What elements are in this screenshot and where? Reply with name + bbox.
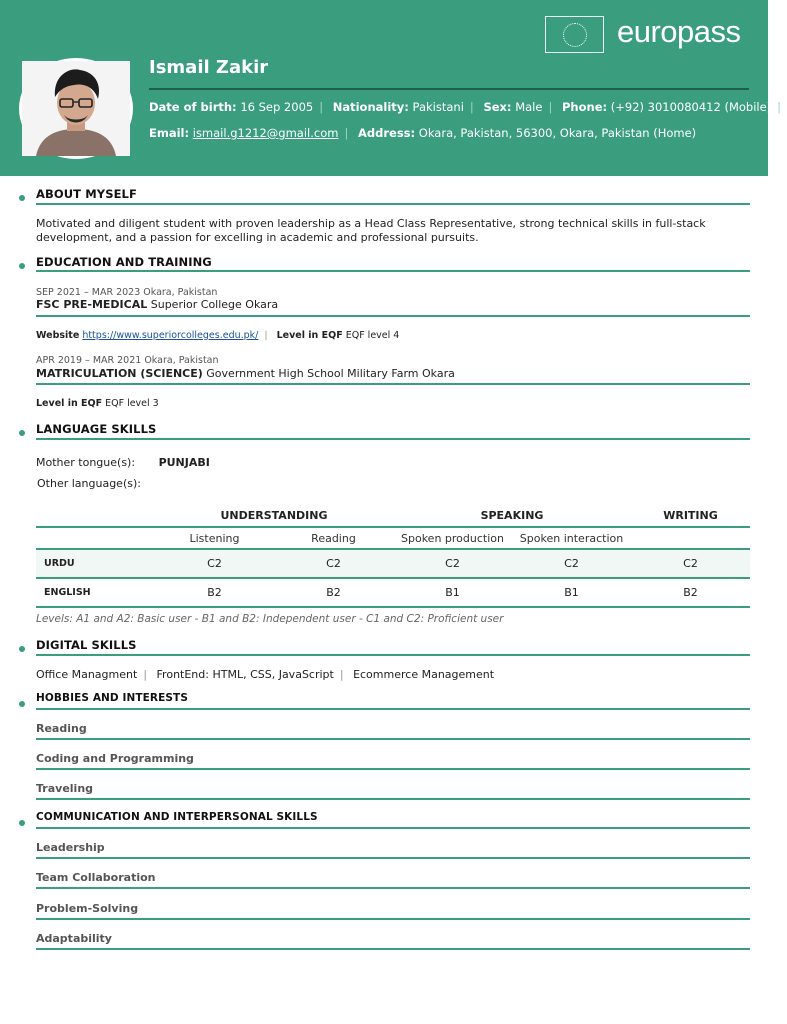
list-rule [36,918,750,920]
edu-1-eqf-value: EQF level 4 [345,330,400,341]
edu-2-details [36,398,159,409]
edu-2-date: APR 2019 – MAR 2021 Okara, Pakistan [36,355,219,366]
subheader-spoken-interaction: Spoken interaction [512,527,631,549]
person-name: Ismail Zakir [149,57,269,78]
communication-title: COMMUNICATION AND INTERPERSONAL SKILLS [36,811,318,823]
edu-1-title [36,298,278,311]
section-bullet [19,646,25,652]
list-rule [36,768,750,770]
level-cell: C2 [274,549,393,578]
about-text-line-2: development, and a passion for excelling in academic and professional pursuits. [36,231,479,244]
list-item: Team Collaboration [36,871,156,884]
about-rule [36,203,750,205]
list-rule [36,798,750,800]
digital-skill: Office Managment [36,668,138,681]
edu-1-details: Website https://www.superiorcolleges.edu.pk/ | Level in EQF EQF level 4 [36,330,400,341]
header-divider [149,88,749,90]
nationality-value: Pakistani [412,100,464,114]
section-bullet [19,701,25,707]
language-table [36,505,750,608]
edu-1-rule [36,315,750,317]
phone-label: Phone: [561,100,608,114]
edu-1-website-link[interactable]: https://www.superiorcolleges.edu.pk/ [82,330,259,341]
education-rule [36,270,750,272]
edu-2-title [36,367,455,380]
subheader-reading: Reading [274,527,393,549]
digital-skills-list: Office Managment | FrontEnd: HTML, CSS, JavaScript | Ecommerce Management [36,668,495,681]
section-bullet [19,820,25,826]
language-name: ENGLISH [36,578,155,607]
education-title: EDUCATION AND TRAINING [36,255,212,269]
header-speaking: SPEAKING [393,505,631,527]
hobbies-rule [36,708,750,710]
address-value: Okara, Pakistan, 56300, Okara, Pakistan (Home) [418,126,697,140]
profile-photo [19,58,133,159]
edu-2-rule [36,383,750,385]
personal-info-line-1: Date of birth: 16 Sep 2005 | Nationality: Pakistani | Sex: Male | Phone: (+92) 3010080412 (Mobile) | [149,100,782,114]
table-row [36,578,750,607]
about-text-line-1: Motivated and diligent student with proven leadership as a Head Class Representative, strong technical skills in full-stack [36,217,706,230]
sex-value: Male [515,100,543,114]
edu-1-eqf-label: Level in EQF [276,330,343,341]
language-rule [36,438,750,440]
personal-info-line-2: Email: ismail.g1212@gmail.com | Address: Okara, Pakistan, 56300, Okara, Pakistan (Home) [149,126,697,140]
eu-flag-icon [545,16,604,53]
level-cell: B2 [274,578,393,607]
edu-1-degree: FSC PRE-MEDICAL [36,298,148,311]
phone-value: (+92) 3010080412 (Mobile) [610,100,772,114]
language-table-header [36,505,750,527]
email-label: Email: [149,126,190,140]
list-rule [36,857,750,859]
edu-2-eqf-label: Level in EQF [36,398,103,409]
level-cell: B1 [393,578,512,607]
edu-2-degree: MATRICULATION (SCIENCE) [36,367,203,380]
list-rule [36,887,750,889]
section-bullet [19,430,25,436]
section-bullet [19,263,25,269]
list-item: Problem-Solving [36,902,139,915]
address-label: Address: [358,126,416,140]
subheader-spoken-production: Spoken production [393,527,512,549]
nationality-label: Nationality: [332,100,409,114]
list-rule [36,738,750,740]
edu-2-school: Government High School Military Farm Okara [206,367,455,380]
communication-rule [36,827,750,829]
about-title: ABOUT MYSELF [36,187,137,201]
list-item: Adaptability [36,932,112,945]
level-cell: B2 [631,578,750,607]
hobbies-title: HOBBIES AND INTERESTS [36,692,188,704]
mother-tongue-label: Mother tongue(s): [36,456,136,469]
digital-rule [36,654,750,656]
list-item: Leadership [36,841,105,854]
edu-2-eqf-value: EQF level 3 [105,398,159,409]
dob-label: Date of birth: [149,100,237,114]
table-row [36,549,750,578]
mother-tongue [36,456,210,469]
email-link[interactable]: ismail.g1212@gmail.com [192,126,339,140]
europass-logo: europass [617,14,741,49]
header-writing: WRITING [631,505,750,527]
list-item: Coding and Programming [36,752,194,765]
dob-value: 16 Sep 2005 [240,100,314,114]
list-item: Reading [36,722,87,735]
other-languages-label: Other language(s): [37,477,141,490]
edu-1-school: Superior College Okara [150,298,279,311]
digital-skill: Ecommerce Management [353,668,495,681]
cv-header [0,0,782,176]
level-cell: C2 [155,549,274,578]
avatar-portrait-icon [22,61,130,156]
edu-1-website-label: Website [36,330,80,341]
subheader-listening: Listening [155,527,274,549]
list-rule [36,948,750,950]
language-name: URDU [36,549,155,578]
level-cell: C2 [631,549,750,578]
sex-label: Sex: [483,100,512,114]
mother-tongue-value: PUNJABI [158,456,210,469]
level-cell: C2 [393,549,512,578]
list-item: Traveling [36,782,94,795]
digital-skill: FrontEnd: HTML, CSS, JavaScript [156,668,334,681]
language-levels-note: Levels: A1 and A2: Basic user - B1 and B2: Independent user - C1 and C2: Proficient user [36,613,504,625]
digital-title: DIGITAL SKILLS [36,638,137,652]
section-bullet [19,195,25,201]
level-cell: B1 [512,578,631,607]
language-title: LANGUAGE SKILLS [36,422,157,436]
level-cell: B2 [155,578,274,607]
language-table-subheader [36,527,750,549]
header-understanding: UNDERSTANDING [155,505,393,527]
level-cell: C2 [512,549,631,578]
edu-1-date: SEP 2021 – MAR 2023 Okara, Pakistan [36,287,218,298]
